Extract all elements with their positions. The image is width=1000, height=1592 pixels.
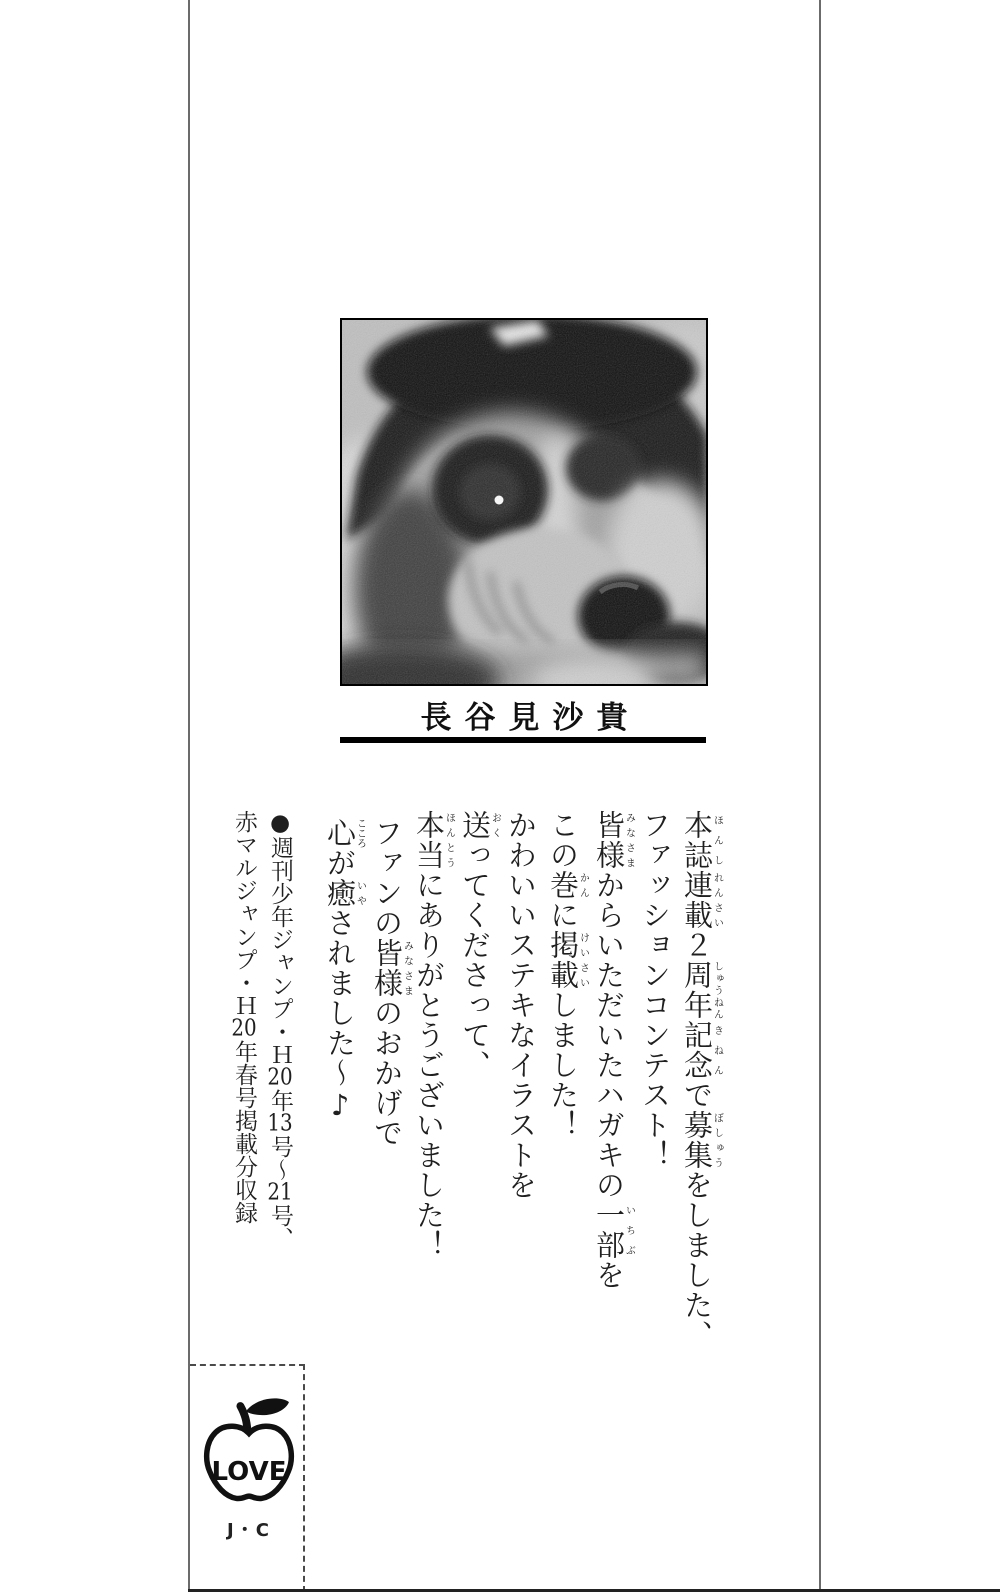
text-column: ●週刊少年ジャンプ・Ｈ20年13号～21号、 [267, 810, 293, 1250]
text-column: 本当ほんとうにありがとうございました！ [412, 810, 455, 1260]
text-column: 皆様みなさまからいただいたハガキの一部いちぶを [592, 810, 635, 1290]
left-page-rule [188, 0, 190, 1592]
dog-in-hat-photo [342, 320, 706, 684]
text-column: 赤マルジャンプ・Ｈ20年春号掲載分収録 [231, 810, 257, 1224]
author-name-plate [340, 692, 708, 737]
text-column: 送おくってくださって、 [458, 810, 501, 1080]
publication-note-text [222, 810, 298, 1260]
text-column: 本誌ほんし連載れんさい２周年しゅうねん記念きねんで募集ぼしゅうをしました、 [680, 810, 723, 1350]
text-column: ファンの皆様みなさまのおかげで [370, 818, 413, 1148]
text-column: この巻かんに掲載けいさいしました！ [546, 810, 589, 1140]
name-underline [340, 737, 706, 743]
imprint-label: J・C [227, 1520, 271, 1541]
right-page-rule [819, 0, 821, 1592]
text-column: ファッションコンテスト！ [638, 810, 672, 1170]
text-column: 心こころが癒いやされました～♪ [323, 818, 366, 1123]
author-comment-text [412, 810, 723, 1390]
apple-logo-icon [202, 1394, 296, 1512]
author-photo-frame [340, 318, 708, 686]
love-label: LOVE [211, 1457, 287, 1487]
text-column: かわいいステキなイラストを [504, 810, 538, 1200]
author-name: 長谷見沙貴 [420, 700, 641, 736]
fan-thanks-text [320, 818, 412, 1188]
apple-love-logo [202, 1394, 296, 1512]
